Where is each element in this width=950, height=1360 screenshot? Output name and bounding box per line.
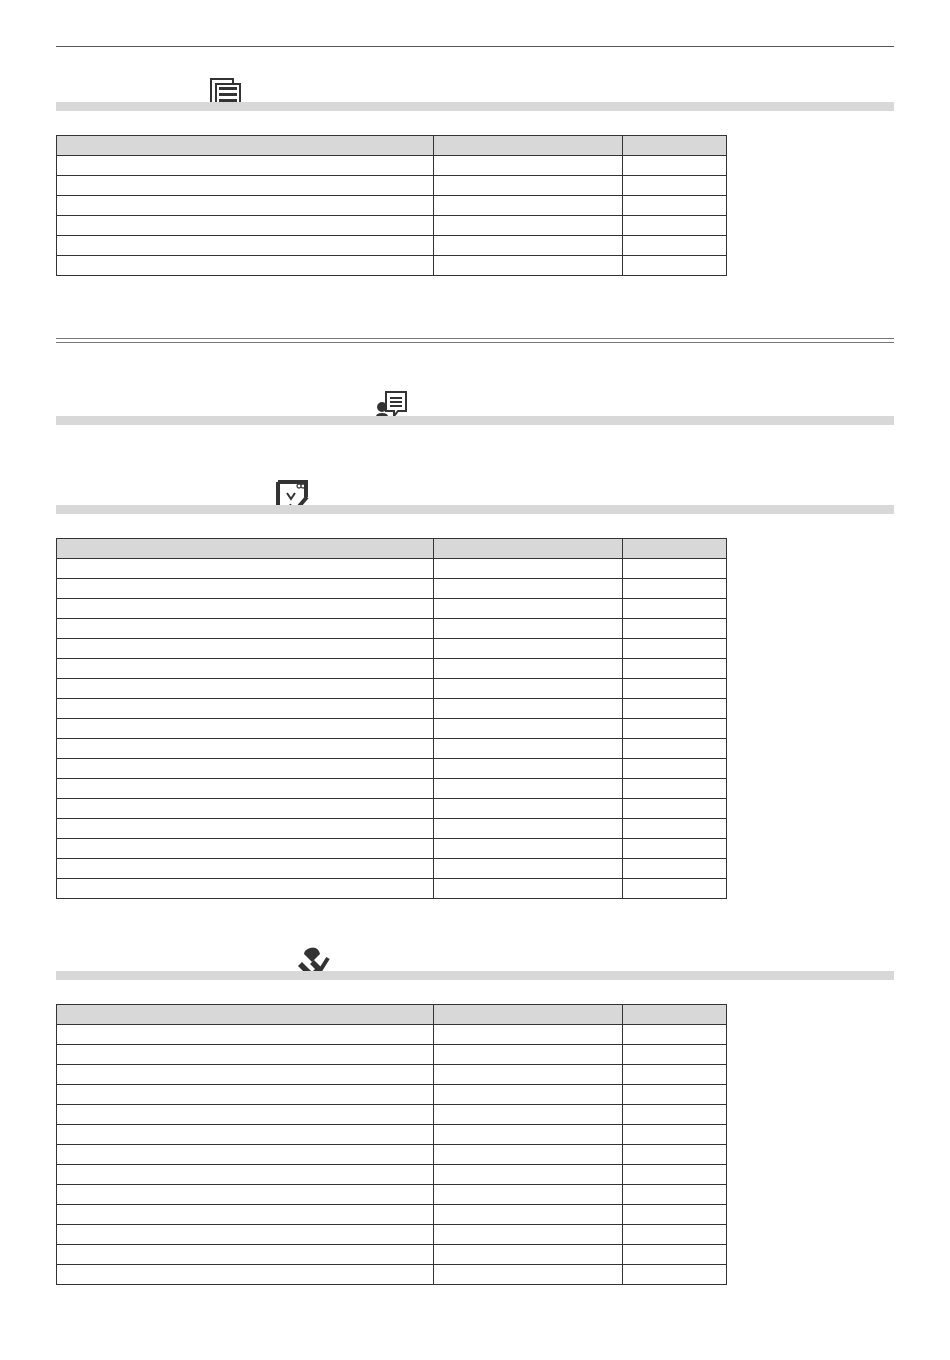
table-row	[57, 1225, 727, 1245]
table-row	[57, 599, 727, 619]
table-row	[57, 1245, 727, 1265]
table-row	[57, 1165, 727, 1185]
column-header	[57, 539, 434, 559]
menu-table-1	[56, 135, 727, 276]
table-row	[57, 1145, 727, 1165]
table-row	[57, 739, 727, 759]
table-row	[57, 819, 727, 839]
table-row	[57, 1025, 727, 1045]
table-row	[57, 799, 727, 819]
table-row	[57, 156, 727, 176]
table-row	[57, 1265, 727, 1285]
table-header-row	[57, 539, 727, 559]
table-row	[57, 559, 727, 579]
table-row	[57, 1205, 727, 1225]
table-row	[57, 579, 727, 599]
column-header	[623, 136, 727, 156]
table-row	[57, 1085, 727, 1105]
menu-table-3	[56, 538, 727, 899]
table-row	[57, 176, 727, 196]
table-row	[57, 216, 727, 236]
column-header	[623, 539, 727, 559]
page-top-rule	[56, 46, 894, 47]
table-row	[57, 699, 727, 719]
table-row	[57, 639, 727, 659]
section-header-bar-4	[56, 971, 894, 980]
section-divider	[56, 338, 894, 343]
table-row	[57, 859, 727, 879]
table-row	[57, 1045, 727, 1065]
table-row	[57, 256, 727, 276]
table-row	[57, 1065, 727, 1085]
table-row	[57, 719, 727, 739]
table-row	[57, 759, 727, 779]
table-row	[57, 779, 727, 799]
column-header	[434, 1005, 623, 1025]
column-header	[434, 136, 623, 156]
table-row	[57, 679, 727, 699]
table-row	[57, 659, 727, 679]
table-header-row	[57, 136, 727, 156]
table-row	[57, 196, 727, 216]
column-header	[623, 1005, 727, 1025]
table-row	[57, 619, 727, 639]
table-row	[57, 1105, 727, 1125]
section-header-bar-2	[56, 416, 894, 425]
table-row	[57, 839, 727, 859]
column-header	[434, 539, 623, 559]
column-header	[57, 136, 434, 156]
column-header	[57, 1005, 434, 1025]
section-header-bar-1	[56, 102, 894, 111]
table-row	[57, 1125, 727, 1145]
table-row	[57, 236, 727, 256]
table-row	[57, 879, 727, 899]
menu-table-4	[56, 1004, 727, 1285]
section-header-bar-3	[56, 505, 894, 514]
table-row	[57, 1185, 727, 1205]
table-header-row	[57, 1005, 727, 1025]
